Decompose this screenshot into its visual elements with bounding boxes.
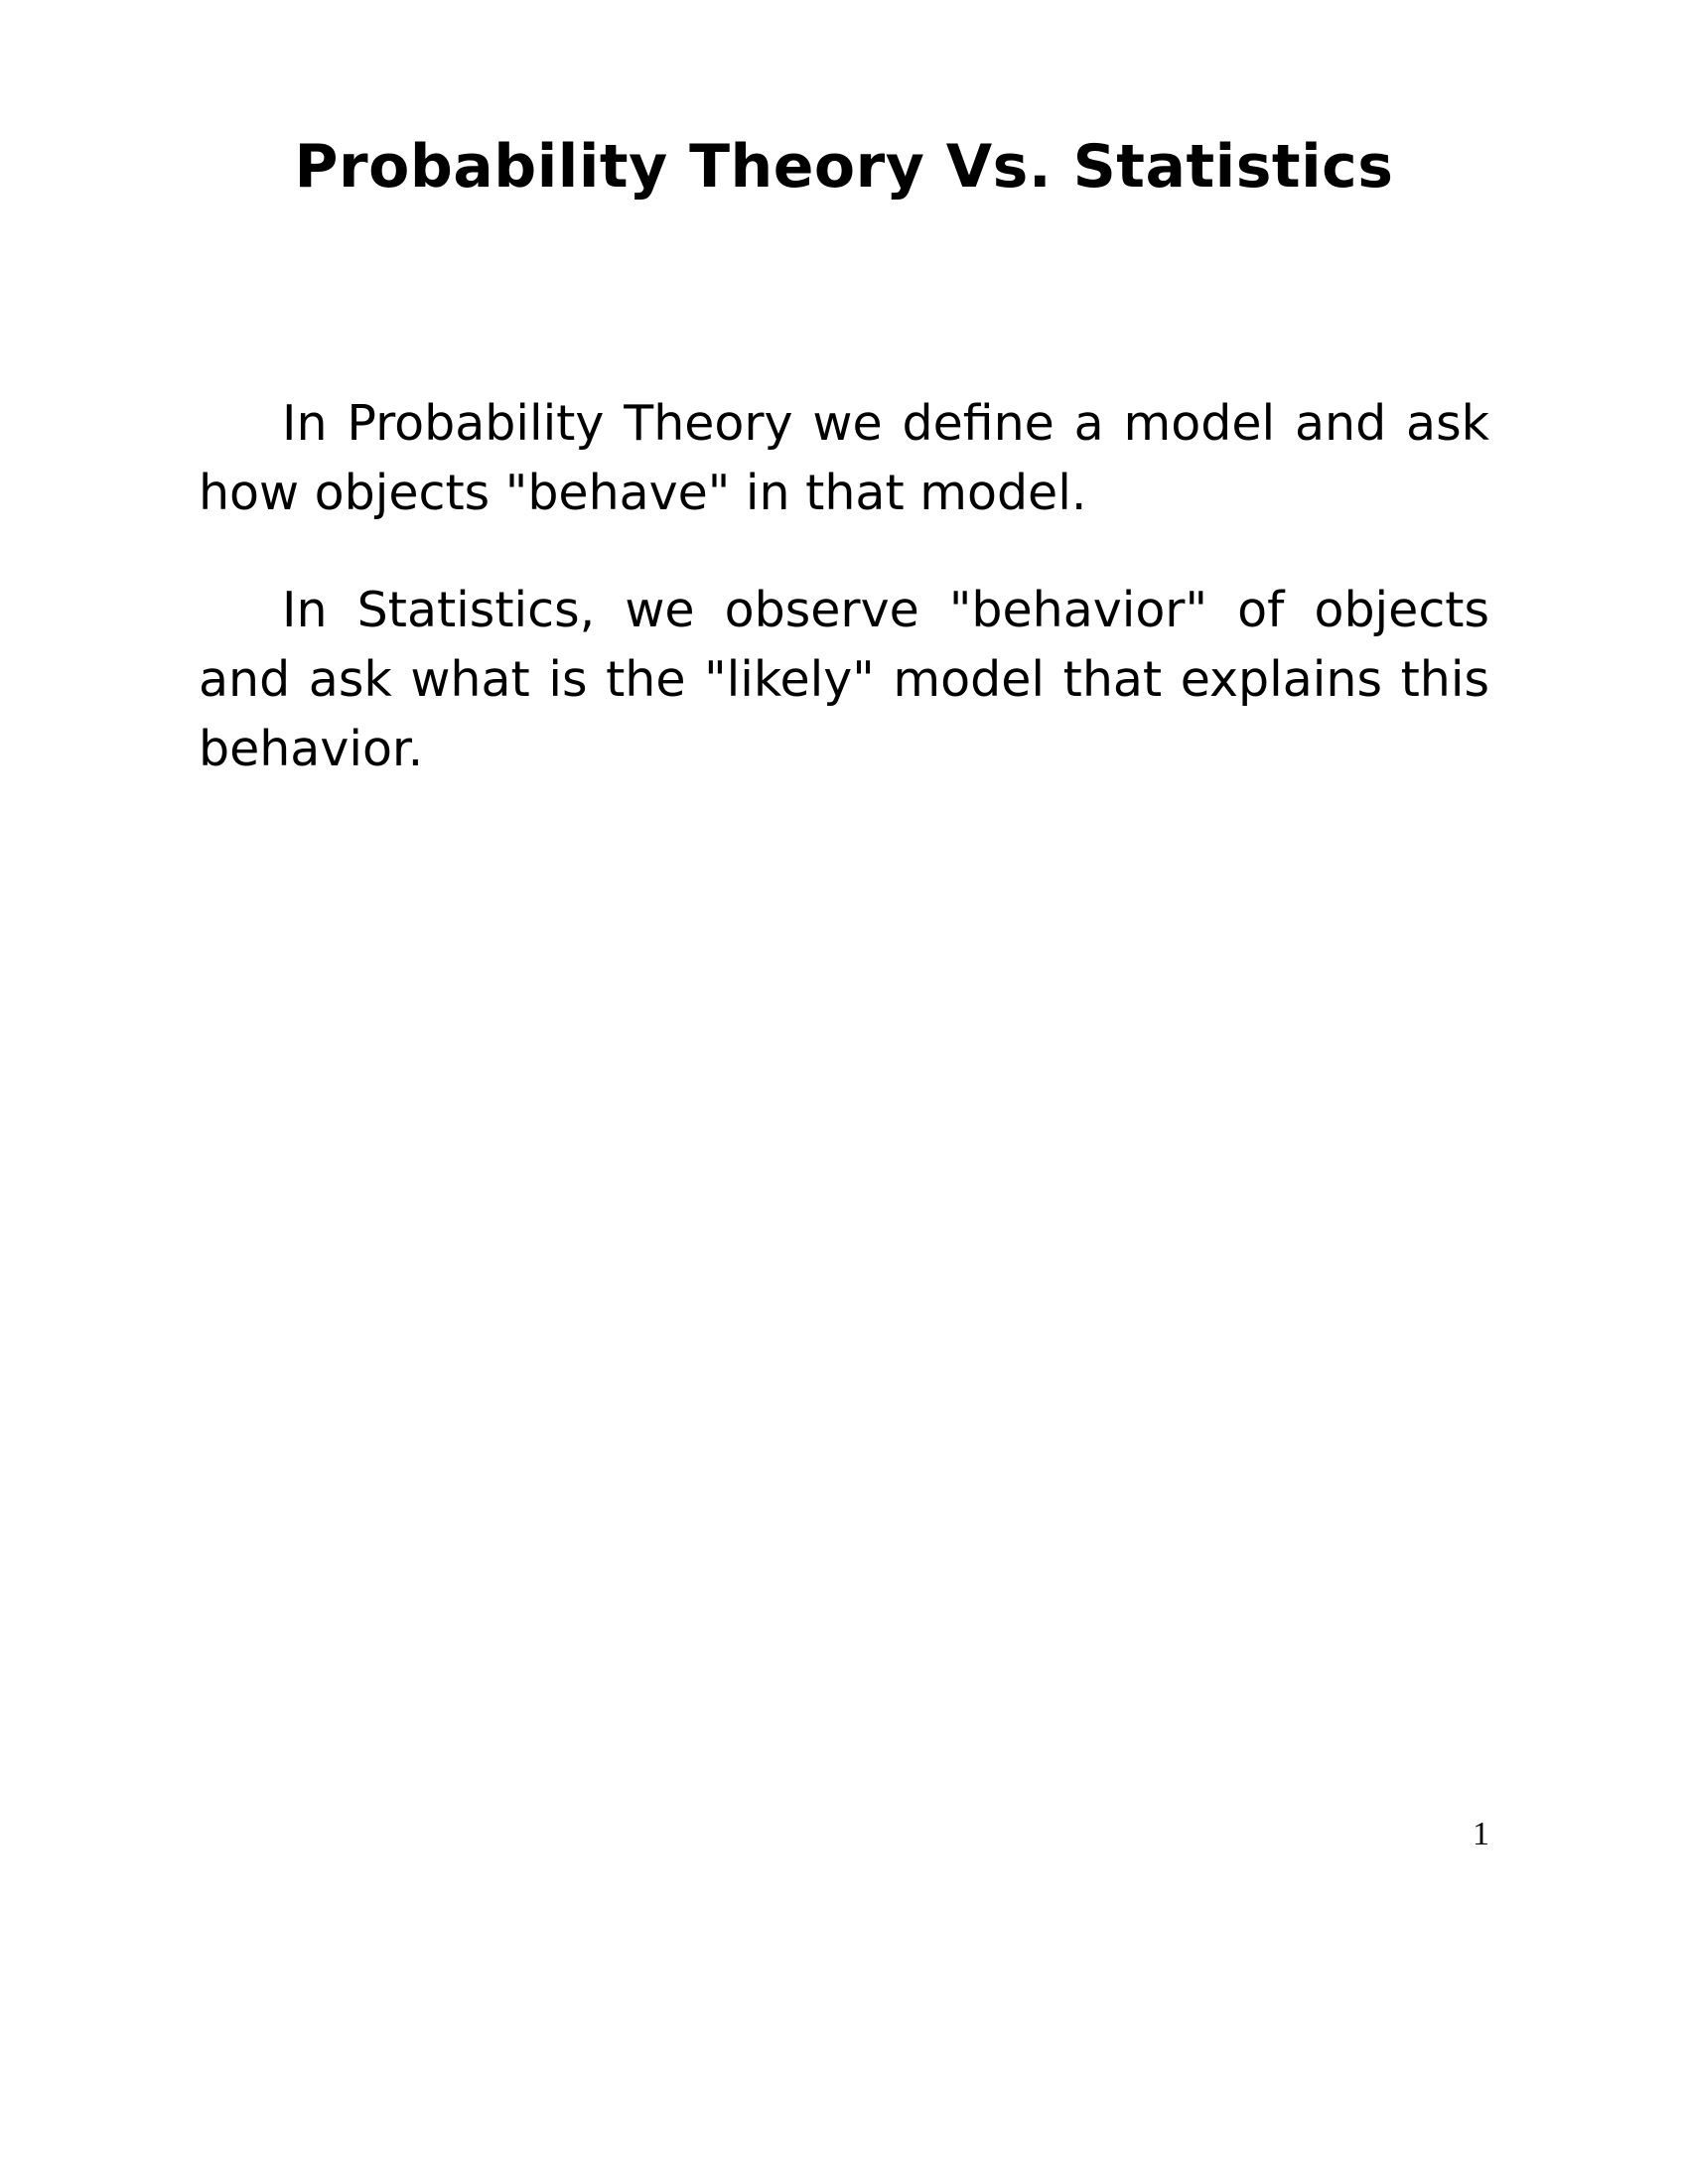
- paragraph-probability-theory: In Probability Theory we define a model and ask how objects "behave" in that model.: [199, 395, 1489, 521]
- paragraph-statistics: In Statistics, we observe "behavior" of objects and ask what is the "likely" model that explains this behavior.: [199, 582, 1489, 777]
- body-text: [199, 389, 1489, 832]
- page-title: Probability Theory Vs. Statistics: [294, 132, 1394, 202]
- page-number: 1: [1473, 1816, 1489, 1852]
